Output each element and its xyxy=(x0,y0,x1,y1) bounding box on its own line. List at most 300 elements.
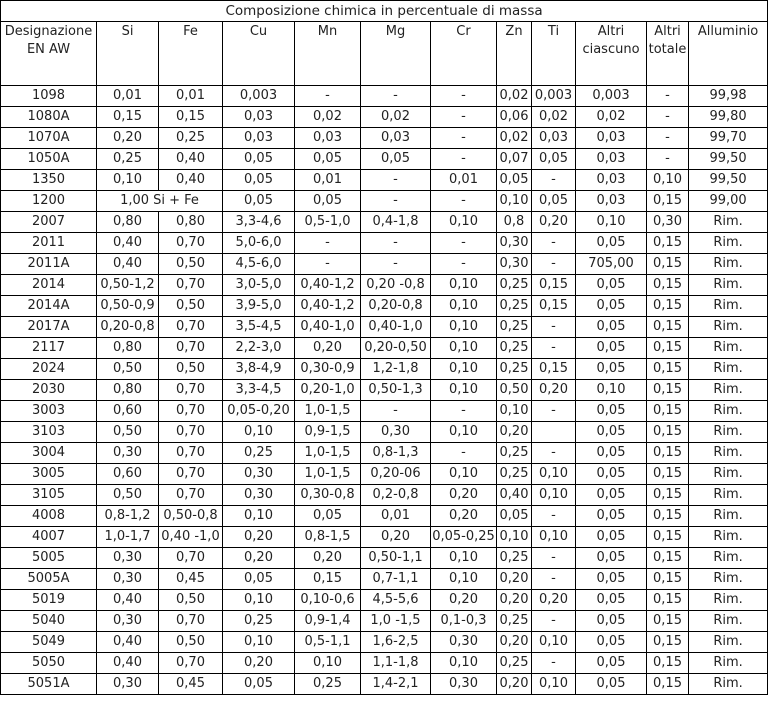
cell-designazione: 3105 xyxy=(1,485,97,506)
cell-fe: 0,40 xyxy=(159,170,223,191)
cell-mn: 0,10-0,6 xyxy=(295,590,361,611)
cell-altri-totale: 0,15 xyxy=(647,632,689,653)
cell-mn: 0,05 xyxy=(295,191,361,212)
cell-cu: 0,30 xyxy=(223,485,295,506)
cell-mg: - xyxy=(361,254,431,275)
cell-mg: 1,4-2,1 xyxy=(361,674,431,695)
cell-si: 0,15 xyxy=(97,107,159,128)
cell-ti: 0,05 xyxy=(532,191,576,212)
cell-fe: 0,01 xyxy=(159,86,223,107)
cell-zn: 0,25 xyxy=(497,359,532,380)
cell-altri-totale: - xyxy=(647,86,689,107)
cell-ti: - xyxy=(532,170,576,191)
cell-si: 0,8-1,2 xyxy=(97,506,159,527)
table-row xyxy=(1,485,768,506)
cell-cu: 0,25 xyxy=(223,611,295,632)
cell-fe: 0,70 xyxy=(159,443,223,464)
cell-zn: 0,20 xyxy=(497,569,532,590)
cell-fe: 0,70 xyxy=(159,548,223,569)
table-row xyxy=(1,674,768,695)
cell-designazione: 1350 xyxy=(1,170,97,191)
cell-mg: 0,05 xyxy=(361,149,431,170)
cell-cu: 3,3-4,5 xyxy=(223,380,295,401)
cell-altri-ciascuno: 0,05 xyxy=(576,464,647,485)
column-header-altri-ciascuno: Altri ciascuno xyxy=(576,22,647,86)
cell-mn: 0,40-1,2 xyxy=(295,275,361,296)
cell-zn: 0,25 xyxy=(497,443,532,464)
cell-si: 0,30 xyxy=(97,443,159,464)
cell-ti: 0,10 xyxy=(532,674,576,695)
table-row xyxy=(1,296,768,317)
cell-cr: 0,10 xyxy=(431,275,497,296)
cell-altri-ciascuno: 0,05 xyxy=(576,611,647,632)
cell-alluminio: Rim. xyxy=(689,548,768,569)
column-header-altri-totale: Altri totale xyxy=(647,22,689,86)
cell-zn: 0,25 xyxy=(497,653,532,674)
cell-cu: 3,0-5,0 xyxy=(223,275,295,296)
cell-altri-ciascuno: 0,05 xyxy=(576,233,647,254)
cell-designazione: 1200 xyxy=(1,191,97,212)
cell-mn: 1,0-1,5 xyxy=(295,401,361,422)
cell-altri-totale: - xyxy=(647,149,689,170)
cell-mn: 0,10 xyxy=(295,653,361,674)
cell-designazione: 1070A xyxy=(1,128,97,149)
cell-alluminio: 99,70 xyxy=(689,128,768,149)
table-row xyxy=(1,611,768,632)
cell-mg: 0,50-1,3 xyxy=(361,380,431,401)
table-row xyxy=(1,107,768,128)
cell-designazione: 2014A xyxy=(1,296,97,317)
cell-cr: - xyxy=(431,254,497,275)
cell-zn: 0,20 xyxy=(497,590,532,611)
cell-altri-ciascuno: 0,05 xyxy=(576,506,647,527)
cell-altri-totale: 0,15 xyxy=(647,275,689,296)
cell-si: 0,40 xyxy=(97,632,159,653)
cell-mg: 0,20-0,50 xyxy=(361,338,431,359)
cell-mn: 0,20 xyxy=(295,548,361,569)
cell-altri-totale: 0,15 xyxy=(647,674,689,695)
cell-alluminio: 99,50 xyxy=(689,149,768,170)
cell-zn: 0,20 xyxy=(497,632,532,653)
cell-altri-totale: 0,15 xyxy=(647,506,689,527)
cell-altri-totale: 0,15 xyxy=(647,254,689,275)
cell-si: 0,10 xyxy=(97,170,159,191)
column-header-si: Si xyxy=(97,22,159,86)
cell-cr: 0,20 xyxy=(431,506,497,527)
cell-ti: 0,15 xyxy=(532,359,576,380)
cell-ti: - xyxy=(532,338,576,359)
cell-altri-ciascuno: 0,03 xyxy=(576,128,647,149)
cell-altri-ciascuno: 0,05 xyxy=(576,569,647,590)
cell-mn: 0,05 xyxy=(295,149,361,170)
cell-fe: 0,50 xyxy=(159,590,223,611)
cell-designazione: 1050A xyxy=(1,149,97,170)
cell-ti: 0,10 xyxy=(532,464,576,485)
cell-fe: 0,45 xyxy=(159,569,223,590)
cell-si: 0,50-1,2 xyxy=(97,275,159,296)
cell-fe: 0,50 xyxy=(159,359,223,380)
cell-altri-ciascuno: 0,10 xyxy=(576,380,647,401)
cell-mg: 0,20-06 xyxy=(361,464,431,485)
cell-mg: 0,50-1,1 xyxy=(361,548,431,569)
cell-cr: 0,10 xyxy=(431,548,497,569)
cell-altri-totale: 0,10 xyxy=(647,170,689,191)
cell-altri-ciascuno: 0,03 xyxy=(576,170,647,191)
cell-si: 0,60 xyxy=(97,464,159,485)
cell-altri-ciascuno: 705,00 xyxy=(576,254,647,275)
cell-mn: 0,5-1,1 xyxy=(295,632,361,653)
cell-altri-totale: 0,15 xyxy=(647,443,689,464)
cell-cr: - xyxy=(431,443,497,464)
cell-designazione: 5049 xyxy=(1,632,97,653)
cell-mg: 0,20-0,8 xyxy=(361,296,431,317)
cell-ti: - xyxy=(532,569,576,590)
cell-ti: 0,03 xyxy=(532,128,576,149)
cell-cr: - xyxy=(431,149,497,170)
cell-ti: 0,02 xyxy=(532,107,576,128)
cell-fe: 0,80 xyxy=(159,212,223,233)
cell-si: 0,30 xyxy=(97,611,159,632)
cell-si: 0,25 xyxy=(97,149,159,170)
cell-ti: 0,20 xyxy=(532,590,576,611)
cell-mn: 0,9-1,4 xyxy=(295,611,361,632)
cell-fe: 0,25 xyxy=(159,128,223,149)
cell-mn: 0,8-1,5 xyxy=(295,527,361,548)
cell-fe: 0,70 xyxy=(159,380,223,401)
cell-zn: 0,25 xyxy=(497,611,532,632)
cell-mg: 0,2-0,8 xyxy=(361,485,431,506)
cell-altri-ciascuno: 0,05 xyxy=(576,338,647,359)
cell-altri-ciascuno: 0,05 xyxy=(576,443,647,464)
table-row xyxy=(1,506,768,527)
table-row xyxy=(1,317,768,338)
table-row xyxy=(1,380,768,401)
cell-cr: - xyxy=(431,128,497,149)
cell-ti: - xyxy=(532,506,576,527)
cell-fe: 0,70 xyxy=(159,317,223,338)
cell-si: 0,01 xyxy=(97,86,159,107)
cell-cu: 3,5-4,5 xyxy=(223,317,295,338)
cell-mn: 0,30-0,9 xyxy=(295,359,361,380)
cell-mg: 1,0 -1,5 xyxy=(361,611,431,632)
cell-designazione: 3103 xyxy=(1,422,97,443)
cell-fe: 0,70 xyxy=(159,653,223,674)
cell-designazione: 2030 xyxy=(1,380,97,401)
cell-altri-totale: - xyxy=(647,107,689,128)
cell-designazione: 3004 xyxy=(1,443,97,464)
column-header-cr: Cr xyxy=(431,22,497,86)
cell-designazione: 5019 xyxy=(1,590,97,611)
column-header-row xyxy=(1,22,768,86)
cell-si: 0,20 xyxy=(97,128,159,149)
cell-mn: 0,9-1,5 xyxy=(295,422,361,443)
cell-cr: 0,20 xyxy=(431,590,497,611)
cell-mn: 1,0-1,5 xyxy=(295,464,361,485)
cell-altri-ciascuno: 0,05 xyxy=(576,653,647,674)
cell-si: 0,50 xyxy=(97,485,159,506)
cell-cr: - xyxy=(431,107,497,128)
cell-ti: 0,10 xyxy=(532,632,576,653)
cell-ti xyxy=(532,422,576,443)
cell-mg: 0,8-1,3 xyxy=(361,443,431,464)
cell-cr: 0,01 xyxy=(431,170,497,191)
table-row xyxy=(1,632,768,653)
cell-alluminio: 99,50 xyxy=(689,170,768,191)
cell-designazione: 2017A xyxy=(1,317,97,338)
cell-cr: 0,05-0,25 xyxy=(431,527,497,548)
cell-altri-totale: 0,15 xyxy=(647,401,689,422)
cell-ti: 0,05 xyxy=(532,149,576,170)
cell-mn: 0,05 xyxy=(295,506,361,527)
column-header-mn: Mn xyxy=(295,22,361,86)
cell-cu: 0,05 xyxy=(223,191,295,212)
cell-cr: 0,30 xyxy=(431,674,497,695)
cell-si: 0,20-0,8 xyxy=(97,317,159,338)
cell-mn: 0,5-1,0 xyxy=(295,212,361,233)
cell-ti: - xyxy=(532,443,576,464)
cell-designazione: 5005 xyxy=(1,548,97,569)
cell-alluminio: 99,80 xyxy=(689,107,768,128)
cell-cu: 0,05 xyxy=(223,569,295,590)
cell-mg: 0,02 xyxy=(361,107,431,128)
cell-fe: 0,15 xyxy=(159,107,223,128)
cell-alluminio: Rim. xyxy=(689,359,768,380)
cell-cu: 0,05 xyxy=(223,674,295,695)
cell-cr: - xyxy=(431,233,497,254)
cell-zn: 0,05 xyxy=(497,170,532,191)
cell-cu: 0,03 xyxy=(223,128,295,149)
table-title: Composizione chimica in percentuale di massa xyxy=(1,1,768,22)
cell-altri-ciascuno: 0,05 xyxy=(576,485,647,506)
cell-ti: - xyxy=(532,548,576,569)
table-row xyxy=(1,569,768,590)
cell-cu: 0,003 xyxy=(223,86,295,107)
column-header-cu: Cu xyxy=(223,22,295,86)
cell-designazione: 2011 xyxy=(1,233,97,254)
cell-zn: 0,30 xyxy=(497,254,532,275)
cell-mn: - xyxy=(295,86,361,107)
cell-zn: 0,20 xyxy=(497,422,532,443)
cell-zn: 0,10 xyxy=(497,401,532,422)
cell-zn: 0,25 xyxy=(497,296,532,317)
column-header-ti: Ti xyxy=(532,22,576,86)
cell-zn: 0,25 xyxy=(497,275,532,296)
cell-cr: 0,10 xyxy=(431,317,497,338)
cell-si: 0,50 xyxy=(97,422,159,443)
column-header-alluminio: Alluminio xyxy=(689,22,768,86)
cell-alluminio: Rim. xyxy=(689,212,768,233)
cell-si: 0,50-0,9 xyxy=(97,296,159,317)
cell-designazione: 3003 xyxy=(1,401,97,422)
column-header-zn: Zn xyxy=(497,22,532,86)
cell-mg: 4,5-5,6 xyxy=(361,590,431,611)
table-row xyxy=(1,422,768,443)
cell-cr: 0,10 xyxy=(431,359,497,380)
cell-designazione: 4007 xyxy=(1,527,97,548)
table-row xyxy=(1,548,768,569)
cell-zn: 0,02 xyxy=(497,86,532,107)
cell-fe: 0,50-0,8 xyxy=(159,506,223,527)
cell-altri-totale: 0,15 xyxy=(647,590,689,611)
cell-altri-ciascuno: 0,05 xyxy=(576,548,647,569)
cell-altri-ciascuno: 0,05 xyxy=(576,590,647,611)
cell-altri-ciascuno: 0,03 xyxy=(576,191,647,212)
cell-alluminio: Rim. xyxy=(689,254,768,275)
cell-altri-totale: 0,15 xyxy=(647,485,689,506)
cell-si: 0,40 xyxy=(97,590,159,611)
cell-altri-totale: 0,15 xyxy=(647,611,689,632)
cell-altri-ciascuno: 0,05 xyxy=(576,422,647,443)
cell-cr: 0,10 xyxy=(431,338,497,359)
cell-mg: 1,1-1,8 xyxy=(361,653,431,674)
cell-alluminio: Rim. xyxy=(689,653,768,674)
cell-fe: 0,70 xyxy=(159,401,223,422)
cell-altri-ciascuno: 0,02 xyxy=(576,107,647,128)
table-row xyxy=(1,275,768,296)
table-row xyxy=(1,527,768,548)
cell-fe: 0,70 xyxy=(159,275,223,296)
cell-ti: - xyxy=(532,401,576,422)
cell-cr: 0,20 xyxy=(431,485,497,506)
cell-ti: 0,10 xyxy=(532,485,576,506)
table-row xyxy=(1,401,768,422)
cell-cu: 0,05 xyxy=(223,149,295,170)
cell-cu: 0,20 xyxy=(223,527,295,548)
table-row xyxy=(1,170,768,191)
cell-cr: 0,10 xyxy=(431,380,497,401)
column-header-designazione: Designazione EN AW xyxy=(1,22,97,86)
cell-cr: - xyxy=(431,191,497,212)
cell-alluminio: Rim. xyxy=(689,506,768,527)
cell-altri-ciascuno: 0,05 xyxy=(576,527,647,548)
cell-si: 1,0-1,7 xyxy=(97,527,159,548)
cell-cu: 0,10 xyxy=(223,632,295,653)
cell-ti: 0,15 xyxy=(532,275,576,296)
cell-altri-ciascuno: 0,05 xyxy=(576,674,647,695)
cell-zn: 0,25 xyxy=(497,317,532,338)
cell-altri-ciascuno: 0,05 xyxy=(576,317,647,338)
cell-altri-totale: 0,15 xyxy=(647,296,689,317)
cell-ti: 0,20 xyxy=(532,212,576,233)
cell-fe: 0,70 xyxy=(159,338,223,359)
cell-alluminio: Rim. xyxy=(689,443,768,464)
cell-altri-totale: 0,15 xyxy=(647,653,689,674)
table-row xyxy=(1,464,768,485)
table-row xyxy=(1,653,768,674)
table-row xyxy=(1,212,768,233)
cell-fe: 0,70 xyxy=(159,233,223,254)
cell-fe: 0,70 xyxy=(159,485,223,506)
cell-fe: 0,50 xyxy=(159,296,223,317)
cell-cu: 0,30 xyxy=(223,464,295,485)
cell-cu: 3,3-4,6 xyxy=(223,212,295,233)
cell-altri-ciascuno: 0,05 xyxy=(576,275,647,296)
cell-alluminio: Rim. xyxy=(689,233,768,254)
cell-zn: 0,20 xyxy=(497,674,532,695)
cell-si: 0,30 xyxy=(97,569,159,590)
cell-alluminio: Rim. xyxy=(689,338,768,359)
title-row xyxy=(1,1,768,22)
cell-cu: 5,0-6,0 xyxy=(223,233,295,254)
cell-altri-totale: 0,15 xyxy=(647,317,689,338)
cell-zn: 0,25 xyxy=(497,548,532,569)
cell-cr: 0,10 xyxy=(431,212,497,233)
cell-alluminio: Rim. xyxy=(689,674,768,695)
table-row xyxy=(1,191,768,212)
cell-cr: 0,10 xyxy=(431,296,497,317)
table-header xyxy=(1,1,768,86)
cell-mn: 0,20-1,0 xyxy=(295,380,361,401)
cell-cr: 0,10 xyxy=(431,653,497,674)
cell-altri-ciascuno: 0,03 xyxy=(576,149,647,170)
cell-zn: 0,07 xyxy=(497,149,532,170)
table-body xyxy=(1,86,768,695)
cell-alluminio: Rim. xyxy=(689,590,768,611)
cell-alluminio: Rim. xyxy=(689,632,768,653)
table-row xyxy=(1,86,768,107)
cell-alluminio: Rim. xyxy=(689,485,768,506)
cell-zn: 0,02 xyxy=(497,128,532,149)
cell-si: 0,80 xyxy=(97,380,159,401)
cell-altri-totale: 0,30 xyxy=(647,212,689,233)
cell-cu: 4,5-6,0 xyxy=(223,254,295,275)
cell-altri-ciascuno: 0,10 xyxy=(576,212,647,233)
cell-cu: 0,10 xyxy=(223,590,295,611)
cell-ti: - xyxy=(532,254,576,275)
cell-designazione: 2117 xyxy=(1,338,97,359)
cell-altri-totale: 0,15 xyxy=(647,464,689,485)
cell-alluminio: Rim. xyxy=(689,422,768,443)
cell-zn: 0,8 xyxy=(497,212,532,233)
cell-cu: 2,2-3,0 xyxy=(223,338,295,359)
cell-altri-ciascuno: 0,05 xyxy=(576,296,647,317)
cell-ti: 0,20 xyxy=(532,380,576,401)
cell-zn: 0,10 xyxy=(497,527,532,548)
cell-zn: 0,30 xyxy=(497,233,532,254)
cell-alluminio: Rim. xyxy=(689,380,768,401)
cell-ti: - xyxy=(532,611,576,632)
cell-zn: 0,10 xyxy=(497,191,532,212)
cell-mg: 1,6-2,5 xyxy=(361,632,431,653)
cell-designazione: 5051A xyxy=(1,674,97,695)
cell-si: 0,30 xyxy=(97,674,159,695)
cell-ti: - xyxy=(532,233,576,254)
cell-alluminio: Rim. xyxy=(689,464,768,485)
cell-altri-ciascuno: 0,003 xyxy=(576,86,647,107)
cell-zn: 0,06 xyxy=(497,107,532,128)
cell-designazione: 2007 xyxy=(1,212,97,233)
cell-zn: 0,25 xyxy=(497,338,532,359)
cell-mn: 0,25 xyxy=(295,674,361,695)
cell-mn: - xyxy=(295,233,361,254)
cell-si: 0,40 xyxy=(97,254,159,275)
cell-fe: 0,50 xyxy=(159,632,223,653)
cell-mn: 0,03 xyxy=(295,128,361,149)
cell-designazione: 5050 xyxy=(1,653,97,674)
cell-fe: 0,40 xyxy=(159,149,223,170)
table-row xyxy=(1,590,768,611)
cell-alluminio: Rim. xyxy=(689,401,768,422)
cell-si: 0,50 xyxy=(97,359,159,380)
cell-mn: 0,40-1,2 xyxy=(295,296,361,317)
cell-designazione: 1098 xyxy=(1,86,97,107)
cell-cu: 0,10 xyxy=(223,506,295,527)
cell-si: 0,40 xyxy=(97,233,159,254)
cell-altri-totale: 0,15 xyxy=(647,359,689,380)
cell-mg: 0,7-1,1 xyxy=(361,569,431,590)
table-row xyxy=(1,254,768,275)
cell-alluminio: Rim. xyxy=(689,296,768,317)
